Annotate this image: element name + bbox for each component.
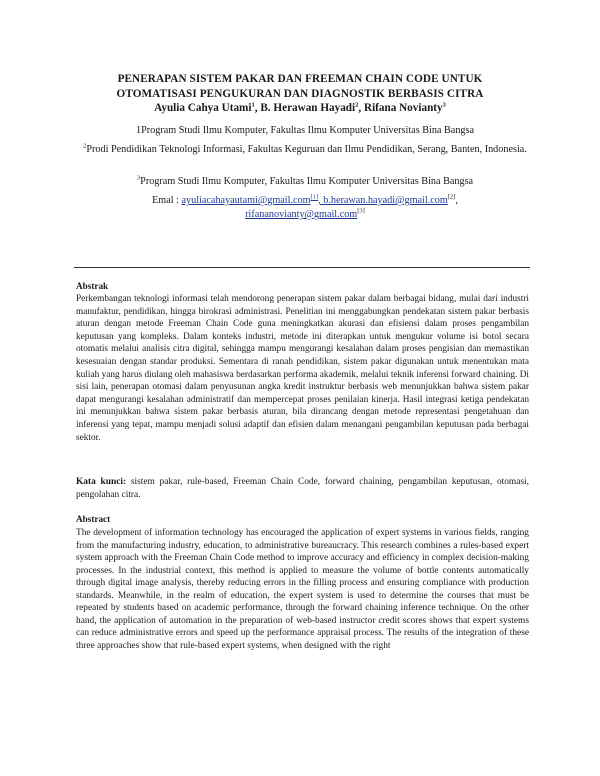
keywords-label: Kata kunci: [76, 477, 127, 487]
author-3-sup: 3 [442, 101, 446, 109]
affiliation-1: 1Program Studi Ilmu Komputer, Fakultas Ilmu Komputer Universitas Bina Bangsa [135, 125, 474, 136]
title-line-2: OTOMATISASI PENGUKURAN DAN DIAGNOSTIK BERBASIS CITRA [116, 87, 484, 100]
email-1-sup: [1] [310, 193, 319, 201]
author-1-sup: 1 [251, 101, 255, 109]
title-line-1: PENERAPAN SISTEM PAKAR DAN FREEMAN CHAIN CODE UNTUK [117, 73, 483, 85]
author-2: , B. Herawan Hayadi [254, 102, 356, 114]
affiliation-3-text: Program Studi Ilmu Komputer, Fakultas Ilmu Komputer Universitas Bina Bangsa [140, 176, 474, 187]
abstrak-body: Perkembangan teknologi informasi telah mendorong penerapan sistem pakar dalam berbagai bidang, mulai dari industri manufaktur, pendidikan, hingga birokrasi administrasi. Penelitian ini menggabungkan pendekatan sistem pakar berbasis aturan dengan metode Freeman Chain Code guna meningkatkan akurasi dan efisiensi dalam proses pengambilan keputusan yang kompleks. Dalam konteks industri, metode ini diterapkan untuk mengukur volume isi botol secara otomatis melalui analisis citra digital, sehingga mampu mengurangi kesalahan dalam proses pengisian dan memastikan kesesuaian dengan standar produksi. Sementara di ranah pendidikan, sistem pakar digunakan untuk menentukan mata kuliah yang harus diulang oleh mahasiswa berdasarkan performa akademik, melalui teknik inferensi forward chaining. Di sisi lain, penerapan otomasi dalam penyusunan angka kredit instruktur berbasis web menunjukkan bahwa sistem pakar dapat mengurangi kesalahan administratif dan mempercepat proses penilaian kinerja. Hasil integrasi ketiga pendekatan ini menunjukkan bahwa sistem pakar berbasis aturan, bila dirancang dengan metode representasi pengetahuan dan inferensi yang tepat, mampu menjadi solusi adaptif dan efisien dalam menangani pengambilan keputusan pada berbagai sektor. [76, 294, 529, 443]
author-3: , Rifana Novianty [358, 102, 443, 114]
abstrak-heading: Abstrak [76, 281, 109, 291]
email-link-1[interactable]: ayuliacahayautami@gmail.com [181, 195, 311, 206]
author-2-sup: 2 [355, 101, 359, 109]
email-link-2[interactable]: , b.herawan.hayadi@gmail.com [318, 195, 448, 206]
email-link-3[interactable]: rifananovianty@gmail.com [245, 209, 358, 220]
email-separator: , [455, 195, 458, 206]
abstract-heading: Abstract [76, 514, 111, 524]
keywords-block [76, 476, 529, 501]
affiliation-2-sup: 2 [83, 142, 87, 150]
section-divider [74, 267, 530, 268]
abstract-body: The development of information technology has encouraged the application of expert systems in various fields, ranging from the manufacturing industry, education, to administrative bureaucracy. This research combines a rules-based expert system approach with the Freeman Chain Code method to improve accuracy and efficiency in complex decision-making processes. In the industrial context, this method is applied to measure the volume of bottle contents automatically through digital image analysis, thereby reducing errors in the filling process and ensuring compliance with production standards. Meanwhile, in the realm of education, the expert system is used to determine the courses that must be repeated by students based on academic performance, through the forward chaining inference technique. On the other hand, the application of automation in the preparation of web-based instructor credit scores shows that expert systems can reduce administrative errors and speed up the performance appraisal process. The results of the integration of these three approaches show that rule-based expert systems, when designed with the right [76, 528, 529, 651]
email-block [75, 194, 535, 222]
email-2-sup: [2] [447, 193, 456, 201]
email-label: Emal : [152, 195, 182, 206]
author-1: Ayulia Cahya Utami [154, 102, 252, 114]
affiliation-3-sup: 3 [136, 174, 141, 182]
affiliation-2-text: Prodi Pendidikan Teknologi Informasi, Fakultas Keguruan dan Ilmu Pendidikan, Serang, Banten, Indonesia. [86, 144, 527, 155]
affiliation-3 [75, 175, 535, 189]
paper-title [60, 72, 540, 101]
affiliation-2 [80, 143, 530, 157]
keywords-text: sistem pakar, rule-based, Freeman Chain Code, forward chaining, pengambilan keputusan, otomasi, pengolahan citra. [76, 477, 529, 500]
email-3-sup: [3] [357, 207, 365, 215]
author-list [60, 101, 540, 115]
